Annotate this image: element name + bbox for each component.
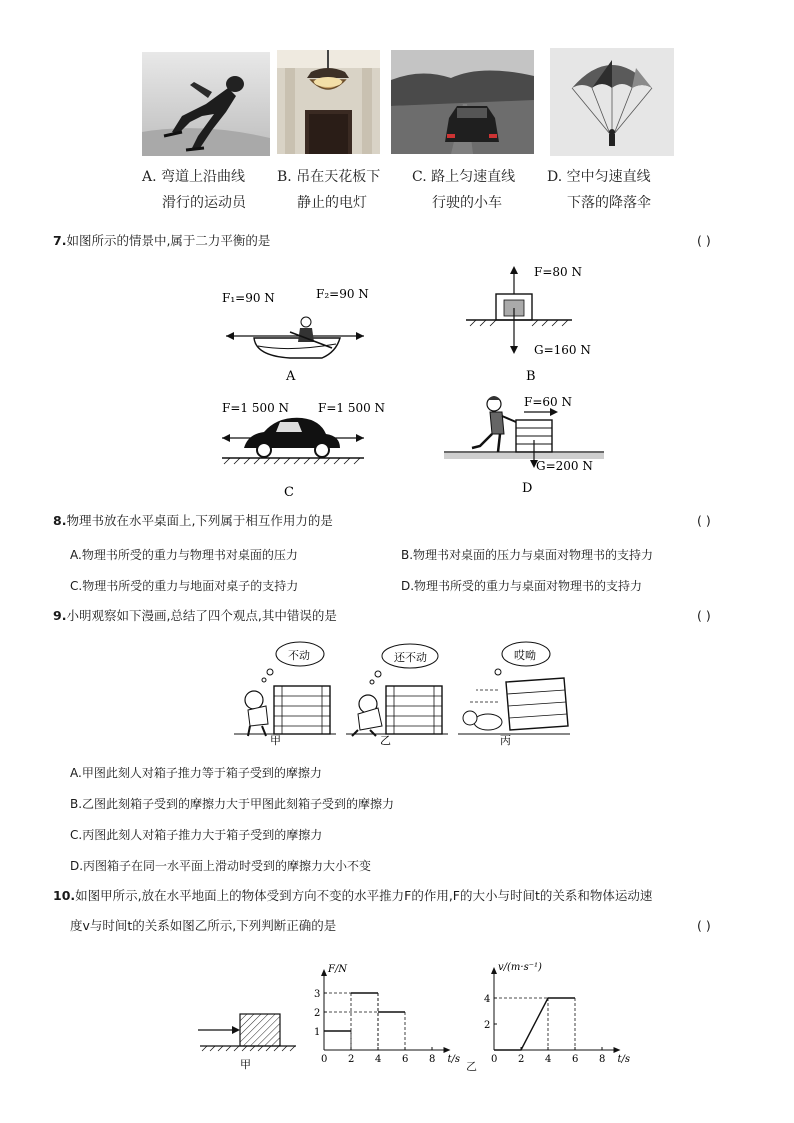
vt-x-arrow <box>614 1047 621 1053</box>
figure-7d-push <box>442 390 606 500</box>
vt-y-arrow <box>491 967 497 974</box>
figure-10-block <box>196 1008 300 1070</box>
cartoon-bubble-3: 哎呦 <box>514 649 536 662</box>
caption-c <box>412 164 515 216</box>
question-10-number: 10. <box>53 888 76 903</box>
cartoon-figure <box>230 638 570 747</box>
figure-7c-f2-label: F=1 500 N <box>318 401 386 415</box>
vt-y-axis-label: v/(m·s⁻¹) <box>498 962 542 973</box>
caption-d-line2: 下落的降落伞 <box>567 195 651 211</box>
ft-x-tick-label: 0 <box>321 1054 328 1065</box>
question-7 <box>53 233 270 249</box>
question-8-option-a[interactable]: A.物理书所受的重力与物理书对桌面的压力 <box>70 548 298 562</box>
question-8-option-b[interactable]: B.物理书对桌面的压力与桌面对物理书的支持力 <box>401 548 654 562</box>
figure-7c-label: C <box>284 485 294 500</box>
figure-7b-g-label: G=160 N <box>534 343 591 357</box>
cartoon-label-3: 丙 <box>500 734 511 747</box>
caption-c-line2: 行驶的小车 <box>432 195 502 211</box>
parachute-photo <box>550 48 674 156</box>
cartoon-panel-2 <box>346 644 448 747</box>
question-10 <box>53 888 652 904</box>
figure-7d-label: D <box>522 481 533 496</box>
answer-blank-8[interactable]: ( ) <box>697 513 711 528</box>
question-8-option-d[interactable]: D.物理书所受的重力与桌面对物理书的支持力 <box>401 579 643 593</box>
answer-blank-10[interactable]: ( ) <box>697 918 711 933</box>
caption-a <box>142 164 246 216</box>
question-8-number: 8. <box>53 513 67 528</box>
figure-7d-g-label: G=200 N <box>536 459 593 473</box>
question-9-option-b[interactable]: B.乙图此刻箱子受到的摩擦力大于甲图此刻箱子受到的摩擦力 <box>70 797 395 811</box>
question-9-option-c[interactable]: C.丙图此刻人对箱子推力大于箱子受到的摩擦力 <box>70 828 323 842</box>
caption-d <box>547 164 651 216</box>
force-time-chart <box>302 956 460 1068</box>
question-9-option-a[interactable]: A.甲图此刻人对箱子推力等于箱子受到的摩擦力 <box>70 766 322 780</box>
ft-x-axis-label: t/s <box>447 1054 461 1065</box>
figure-10-left-label: 甲 <box>240 1058 251 1071</box>
vt-x-tick-label: 4 <box>545 1054 552 1065</box>
vt-x-tick-label: 2 <box>518 1054 525 1065</box>
vt-velocity-line <box>494 998 575 1050</box>
ft-x-tick-label: 4 <box>375 1054 382 1065</box>
figure-7b-block <box>462 262 612 386</box>
ft-y-tick-label: 2 <box>314 1008 321 1019</box>
question-10-stem-line1: 如图甲所示,放在水平地面上的物体受到方向不变的水平推力F的作用,F的大小与时间t的关系和物体运动速 <box>75 888 653 903</box>
figure-7c-f1-label: F=1 500 N <box>222 401 290 415</box>
cartoon-panel-3 <box>458 642 570 747</box>
ceiling-lamp-photo <box>277 50 380 154</box>
figure-7d-f-label: F=60 N <box>524 395 572 409</box>
ft-x-tick-label: 8 <box>429 1054 436 1065</box>
ft-y-axis-label: F/N <box>328 964 348 975</box>
skater-photo <box>142 52 270 156</box>
cartoon-label-2: 乙 <box>380 734 391 747</box>
cartoon-panel-1 <box>234 642 336 747</box>
velocity-time-chart <box>472 956 631 1068</box>
ft-y-tick-label: 1 <box>314 1027 321 1038</box>
vt-x-tick-label: 0 <box>491 1054 498 1065</box>
cartoon-bubble-1: 不动 <box>288 649 310 662</box>
vt-x-tick-label: 8 <box>599 1054 606 1065</box>
vt-y-tick-label: 2 <box>484 1020 491 1031</box>
cartoon-label-1: 甲 <box>270 734 281 747</box>
caption-b-line2: 静止的电灯 <box>297 195 367 211</box>
question-9-stem: 小明观察如下漫画,总结了四个观点,其中错误的是 <box>66 608 337 623</box>
caption-a-line2: 滑行的运动员 <box>162 195 246 211</box>
question-8-option-c[interactable]: C.物理书所受的重力与地面对桌子的支持力 <box>70 579 299 593</box>
question-9-option-d[interactable]: D.丙图箱子在同一水平面上滑动时受到的摩擦力大小不变 <box>70 859 372 873</box>
figure-7a-label: A <box>286 369 296 384</box>
caption-a-line1: A. 弯道上沿曲线 <box>142 169 246 185</box>
ft-x-tick-label: 2 <box>348 1054 355 1065</box>
ft-x-arrow <box>444 1047 451 1053</box>
car-road-photo <box>391 50 534 154</box>
cartoon-bubble-2: 还不动 <box>394 651 427 664</box>
answer-blank-9[interactable]: ( ) <box>697 608 711 623</box>
figure-7b-label: B <box>526 369 536 384</box>
question-7-number: 7. <box>53 233 67 248</box>
caption-b <box>277 164 380 216</box>
ft-y-arrow <box>321 969 327 976</box>
question-7-stem: 如图所示的情景中,属于二力平衡的是 <box>66 233 271 248</box>
caption-b-line1: B. 吊在天花板下 <box>277 169 381 185</box>
figure-7a-f2-label: F₂=90 N <box>316 287 369 301</box>
question-9-number: 9. <box>53 608 67 623</box>
vt-x-tick-label: 6 <box>572 1054 579 1065</box>
figure-7c-car <box>218 398 386 502</box>
vt-x-axis-label: t/s <box>617 1054 631 1065</box>
question-10-line2: 度v与时间t的关系如图乙所示,下列判断正确的是 <box>70 918 337 933</box>
question-8 <box>53 513 333 529</box>
answer-blank-7[interactable]: ( ) <box>697 233 711 248</box>
caption-d-line1: D. 空中匀速直线 <box>547 169 651 185</box>
ft-x-tick-label: 6 <box>402 1054 409 1065</box>
figure-7a-f1-label: F₁=90 N <box>222 291 275 305</box>
figure-7b-f-label: F=80 N <box>534 265 582 279</box>
caption-c-line1: C. 路上匀速直线 <box>412 169 516 185</box>
figure-10-right-label: 乙 <box>466 1060 477 1073</box>
question-8-stem: 物理书放在水平桌面上,下列属于相互作用力的是 <box>66 513 333 528</box>
question-9 <box>53 608 337 624</box>
vt-y-tick-label: 4 <box>484 994 491 1005</box>
figure-7a-boat <box>220 280 370 386</box>
ft-y-tick-label: 3 <box>314 989 321 1000</box>
